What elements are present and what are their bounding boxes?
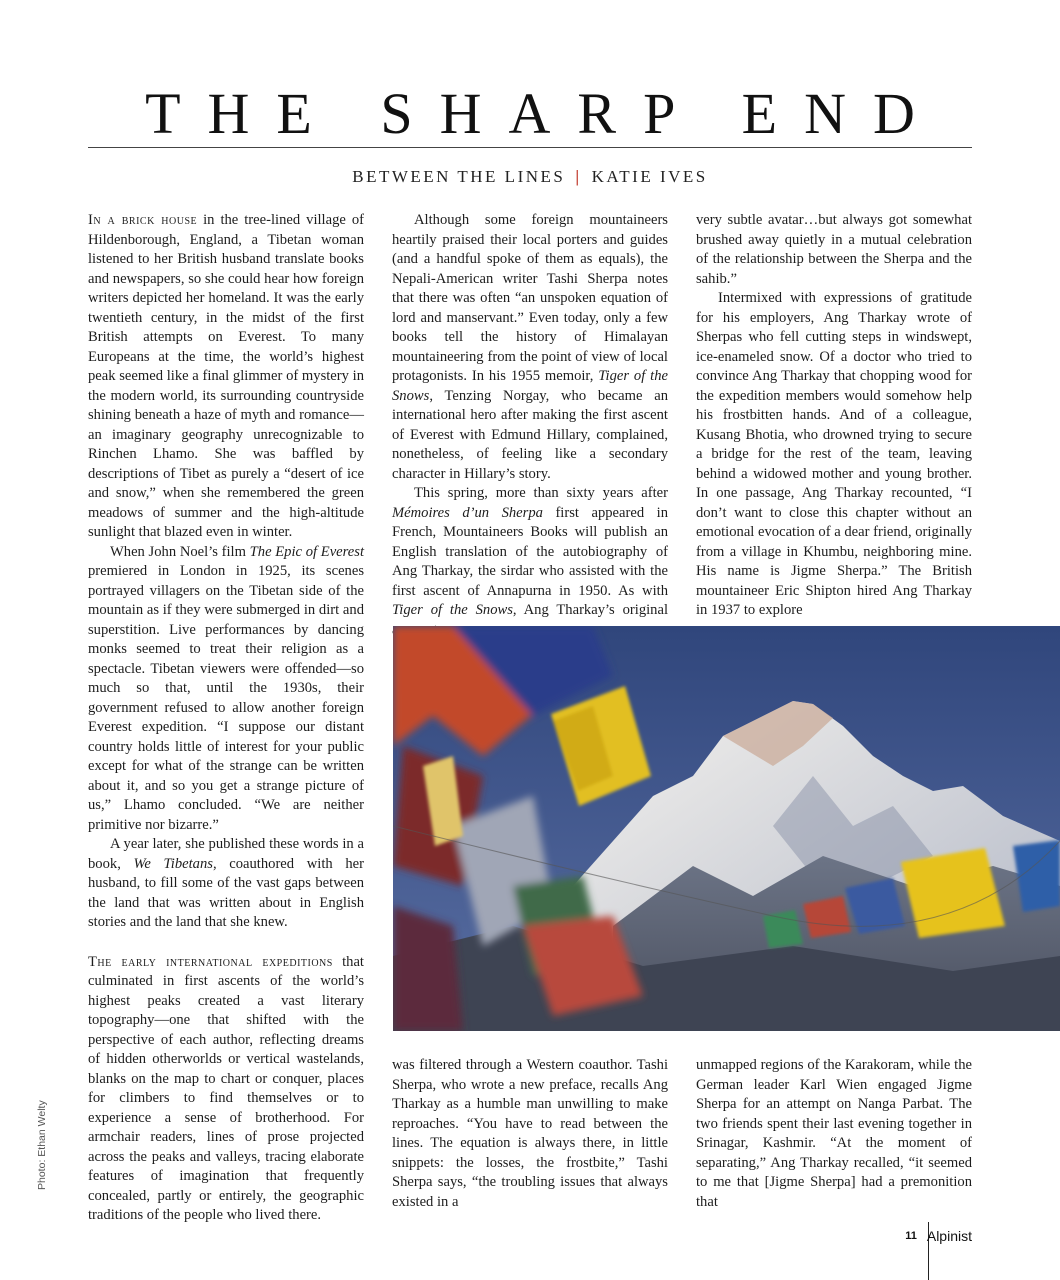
- author-name: KATIE IVES: [591, 167, 708, 186]
- paragraph: The early international expeditions that culminated in first ascents of the world’s highest peaks created a vast literary topography—one that shifted with the perspective of each author, reflecting dreams of hidden otherworlds or vertical wastelands, blanks on the map to chart or conquer, places for climbers to find themselves or to experience a sense of brotherhood. For armchair readers, lines of prose projected across the peaks and valleys, tracing elaborate features of imagination that frequently concealed, partly or entirely, the geographic traditions of the people who lived there.: [88, 953, 364, 1223]
- byline-separator: |: [575, 167, 582, 186]
- column-3: [696, 211, 972, 621]
- paragraph: When John Noel’s film The Epic of Everest premiered in London in 1925, its scenes portrayed villagers on the Tibetan side of the mountain as if they were submerged in dirt and superstition. Live performances by dancing monks seemed to treat their religion as a spectacle. Tibetan viewers were offended—so much so that, until the 1930s, their government refused to allow another foreign Everest expedition. “I suppose our distant country holds little of interest for your public except for what of the strange can be written about it, and so you get a strange picture of us,” Lhamo concluded. “We are neither primitive nor bizarre.”: [88, 543, 364, 833]
- lead-in: The early international expeditions: [88, 953, 333, 970]
- column-2-continued: [392, 1056, 668, 1212]
- book-title: Tiger of the Snows: [392, 602, 513, 618]
- column-2: [392, 211, 668, 640]
- column-1: [88, 211, 364, 1226]
- book-title: Tiger of the Snows: [392, 368, 668, 404]
- paragraph: This spring, more than sixty years after Mémoires d’un Sherpa first appeared in French, Mountaineers Books will publish an English translation of the autobiography of Ang Tharkay, the sirdar who assisted with the first ascent of Annapurna in 1950. As with Tiger of the Snows, Ang Tharkay’s original: [392, 485, 668, 618]
- prayer-flags-mountain-image: [393, 626, 1060, 1031]
- magazine-name: Alpinist: [926, 1228, 972, 1244]
- column-3-continued: [696, 1056, 972, 1212]
- paragraph: unmapped regions of the Karakoram, while the German leader Karl Wien engaged Jigme Sherpa for an attempt on Nanga Parbat. The two friends spent their last evening together in Srinagar, Kashmir. “At the moment of separating,” Ang Tharkay recalled, “it seemed to me that [Jigme Sherpa] had a premonition that: [696, 1057, 972, 1210]
- section-name: BETWEEN THE LINES: [352, 167, 566, 186]
- page-title: THE SHARP END: [145, 81, 942, 146]
- film-title: The Epic of Everest: [249, 543, 364, 560]
- book-title: Mémoires d’un Sherpa: [392, 504, 543, 521]
- paragraph: was filtered through a Western coauthor. Tashi Sherpa, who wrote a new preface, recalls Ang Tharkay as a humble man unwilling to make reproaches. “You have to read between the lines. The equation is always there, in little snippets: the losses, the frostbite,” Tashi Sherpa says, “the troubling issues that always existed in a: [392, 1057, 668, 1210]
- paragraph: very subtle avatar…but always got somewhat brushed away quietly in a mutual celebration of the relationship between the Sherpa and the sahib.”: [696, 212, 972, 287]
- byline: [88, 166, 972, 188]
- title-rule: [88, 147, 972, 148]
- paragraph: Although some foreign mountaineers heartily praised their local porters and guides (and a handful spoke of them as equals), the Nepali-American writer Tashi Sherpa notes that there was often “an unspoken equation of lord and manservant.” Even today, only a few books tell the history of Himalayan mountaineering from the point of view of local protagonists. In his 1955 memoir, Tiger of the Snows, Tenzing Norgay, who became an international hero after making the first ascent of Everest with Edmund Hillary, complained, nonetheless, of feeling like a secondary character in Hillary’s story.: [392, 212, 668, 482]
- book-title: We Tibetans: [133, 855, 213, 872]
- mountain-photo: [393, 626, 1060, 1031]
- lead-in: In a brick house: [88, 212, 198, 228]
- paragraph: Intermixed with expressions of gratitude for his employers, Ang Tharkay wrote of Sherpas who fell cutting steps in windswept, ice-enameled snow. Of a doctor who tried to convince Ang Tharkay that chopping wood for the expedition members would somehow help his frostbitten hands. And of a colleague, Kusang Bhotia, who drowned trying to secure a bridge for the rest of the team, leaving behind a widowed mother and young brother. In one passage, Ang Tharkay recounted, “I don’t want to close this chapter without an emotional evocation of a dear friend, originally from a village in Khumbu, neighboring mine. His name is Jigme Sherpa.” The British mountaineer Eric Shipton hired Ang Tharkay in 1937 to explore: [696, 290, 972, 618]
- page-footer: [880, 1225, 972, 1247]
- paragraph: In a brick house in the tree-lined village of Hildenborough, England, a Tibetan woman listened to her British husband translate books and newspapers, so she could hear how foreign writers depicted her homeland. It was the early twentieth century, in the midst of the first British attempts on Everest. To many Europeans at the time, the world’s highest peak seemed like a final glimmer of mystery in the modern world, its surrounding countryside shining beneath a haze of myth and romance—an imaginary geography unrecognizable to Rinchen Lhamo. She was baffled by descriptions of Tibet as purely a “desert of ice and snow,” when she remembered the green meadows of summer and the high-altitude sunlight that blazed even in winter.: [88, 212, 364, 540]
- paragraph: A year later, she published these words in a book, We Tibetans, coauthored with her husband, to fill some of the vast gaps between the land that was written about in English stories and the land that she knew.: [88, 836, 364, 930]
- page-number: 11: [905, 1230, 917, 1242]
- photo-credit: Photo: Ethan Welty: [36, 1100, 48, 1190]
